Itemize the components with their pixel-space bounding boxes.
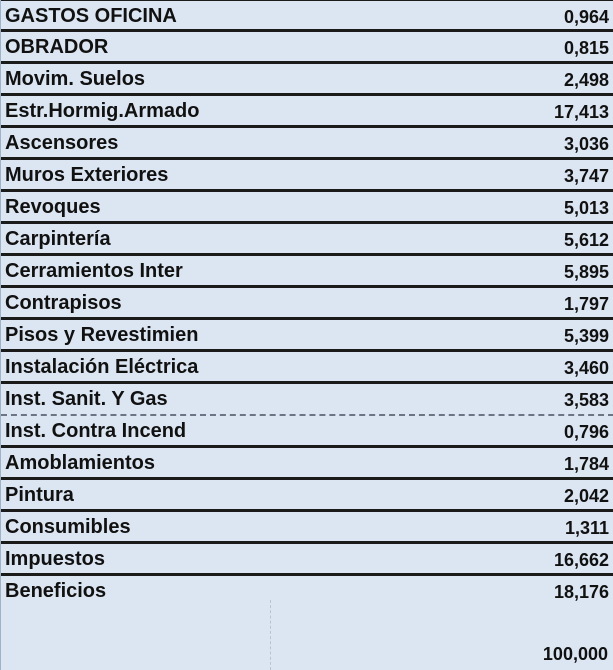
column-divider bbox=[270, 600, 272, 670]
row-label: Cerramientos Inter bbox=[5, 260, 183, 282]
table-row[interactable] bbox=[1, 416, 613, 448]
table-row[interactable] bbox=[1, 96, 613, 128]
row-value: 1,311 bbox=[564, 518, 609, 538]
row-value: 2,498 bbox=[563, 70, 609, 90]
row-label: Beneficios bbox=[5, 580, 107, 602]
row-label: Amoblamientos bbox=[5, 452, 156, 474]
row-label: Revoques bbox=[5, 196, 101, 218]
row-label: GASTOS OFICINA bbox=[5, 5, 177, 27]
row-value: 16,662 bbox=[553, 550, 609, 570]
row-value: 5,399 bbox=[563, 326, 609, 346]
table-row[interactable] bbox=[1, 192, 613, 224]
row-value: 3,036 bbox=[563, 134, 609, 154]
table-row[interactable] bbox=[1, 512, 613, 544]
row-value: 0,815 bbox=[563, 38, 609, 58]
table-row[interactable] bbox=[1, 384, 613, 416]
row-value: 0,964 bbox=[563, 7, 609, 27]
table-row[interactable] bbox=[1, 352, 613, 384]
row-value: 18,176 bbox=[553, 582, 609, 602]
row-label: Inst. Contra Incend bbox=[5, 420, 187, 442]
table-row[interactable] bbox=[1, 288, 613, 320]
table-row[interactable] bbox=[1, 448, 613, 480]
table-row[interactable] bbox=[1, 128, 613, 160]
row-label: Muros Exteriores bbox=[5, 164, 169, 186]
row-label: Instalación Eléctrica bbox=[5, 356, 199, 378]
row-label: Ascensores bbox=[5, 132, 119, 154]
table-row[interactable] bbox=[1, 224, 613, 256]
row-value: 3,460 bbox=[563, 358, 609, 378]
row-value: 5,612 bbox=[563, 230, 609, 250]
row-value: 17,413 bbox=[553, 102, 609, 122]
row-value: 1,784 bbox=[563, 454, 609, 474]
table-row[interactable] bbox=[1, 32, 613, 64]
row-label: Inst. Sanit. Y Gas bbox=[5, 388, 168, 410]
table-row[interactable] bbox=[1, 256, 613, 288]
row-value: 3,747 bbox=[563, 166, 609, 186]
cost-table bbox=[1, 0, 613, 608]
row-label: Estr.Hormig.Armado bbox=[5, 100, 200, 122]
row-value: 3,583 bbox=[563, 390, 609, 410]
table-row[interactable] bbox=[1, 576, 613, 608]
table-row[interactable] bbox=[1, 64, 613, 96]
row-label: Movim. Suelos bbox=[5, 68, 146, 90]
row-label: Consumibles bbox=[5, 516, 131, 538]
row-value: 2,042 bbox=[563, 486, 609, 506]
row-value: 5,895 bbox=[563, 262, 609, 282]
table-row[interactable] bbox=[1, 544, 613, 576]
row-label: Carpintería bbox=[5, 228, 111, 250]
row-label: Impuestos bbox=[5, 548, 106, 570]
row-label: Contrapisos bbox=[5, 292, 122, 314]
row-label: OBRADOR bbox=[5, 36, 109, 58]
row-label: Pintura bbox=[5, 484, 74, 506]
row-value: 0,796 bbox=[563, 422, 609, 442]
total-value: 100,000 bbox=[542, 644, 608, 664]
row-value: 1,797 bbox=[563, 294, 609, 314]
table-row[interactable] bbox=[1, 480, 613, 512]
table-row[interactable] bbox=[1, 160, 613, 192]
table-row[interactable] bbox=[1, 320, 613, 352]
row-value: 5,013 bbox=[563, 198, 609, 218]
row-label: Pisos y Revestimien bbox=[5, 324, 199, 346]
table-row[interactable] bbox=[1, 0, 613, 32]
